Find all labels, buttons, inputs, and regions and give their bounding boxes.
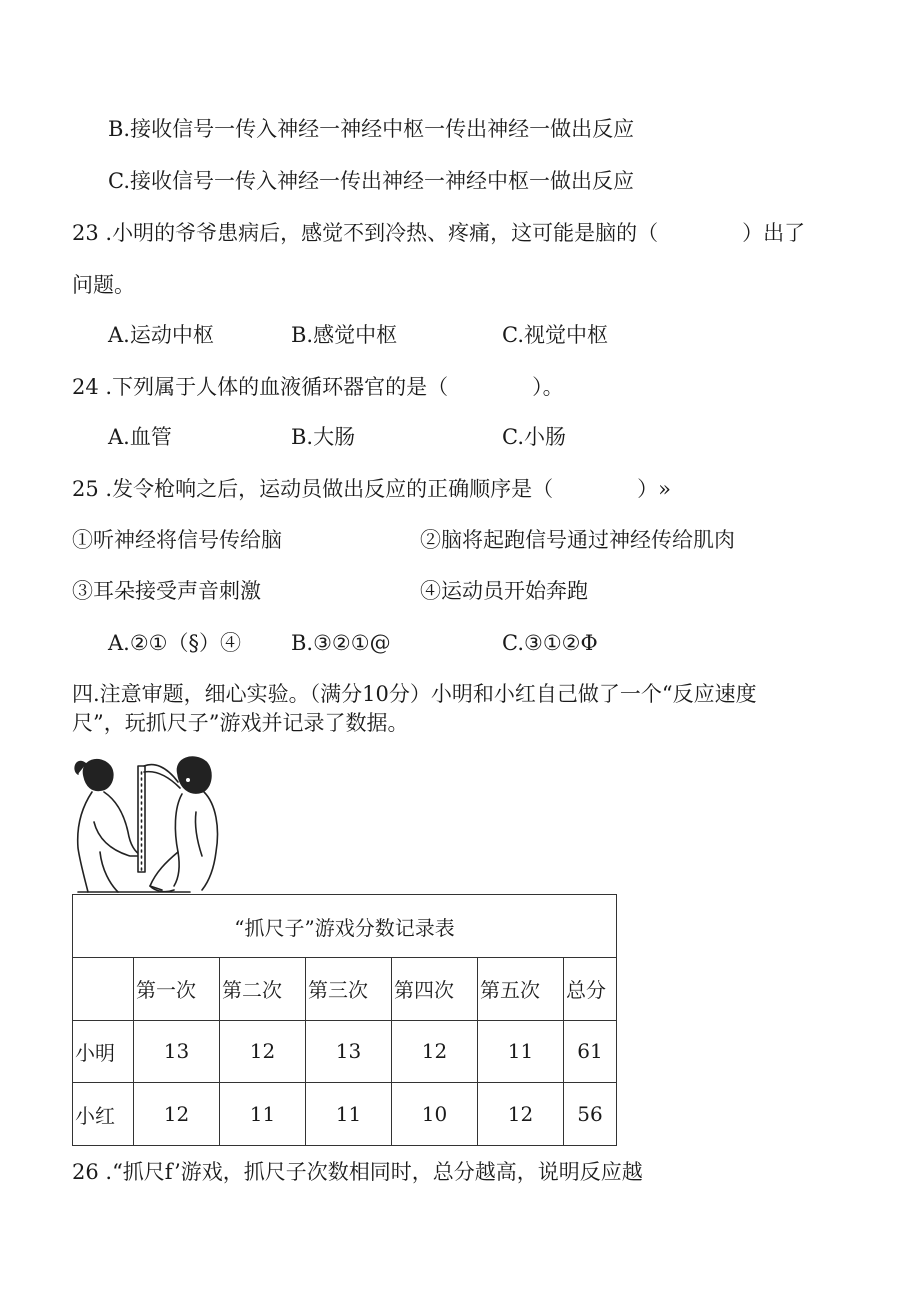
question-23-line1: 23 .小明的爷爷患病后，感觉不到冷热、疼痛，这可能是脑的（ ）出了 [72, 221, 806, 245]
table-header-empty [73, 958, 134, 1021]
table-cell: 61 [564, 1020, 617, 1083]
table-cell: 13 [306, 1020, 392, 1083]
option-b-prev: B.接收信号一传入神经一神经中枢一传出神经一做出反应 [108, 117, 635, 141]
score-record-table [72, 894, 617, 1146]
table-header-cell: 第一次 [134, 958, 220, 1021]
table-row-name: 小红 [73, 1083, 134, 1146]
table-header-cell: 第二次 [220, 958, 306, 1021]
q25-option-c: C.③①②Φ [502, 631, 598, 655]
table-cell: 12 [392, 1020, 478, 1083]
q24-option-b: B.大肠 [291, 425, 356, 449]
table-cell: 12 [478, 1083, 564, 1146]
question-25: 25 .发令枪响之后，运动员做出反应的正确顺序是（ ）» [72, 477, 671, 501]
q25-option-b: B.③②①@ [291, 631, 391, 655]
option-c-prev: C.接收信号一传入神经一传出神经一神经中枢一做出反应 [108, 169, 634, 193]
q25-step-2: ②脑将起跑信号通过神经传给肌肉 [420, 528, 735, 552]
table-cell: 11 [220, 1083, 306, 1146]
q23-option-c: C.视觉中枢 [502, 323, 608, 347]
table-cell: 56 [564, 1083, 617, 1146]
q25-option-a: A.②①（§）④ [108, 631, 241, 655]
table-caption: “抓尺子”游戏分数记录表 [73, 895, 617, 958]
table-cell: 12 [220, 1020, 306, 1083]
table-cell: 12 [134, 1083, 220, 1146]
q25-step-4: ④运动员开始奔跑 [420, 579, 588, 603]
table-row [73, 1083, 617, 1146]
ruler-game-illustration [70, 752, 230, 894]
table-header-cell: 总分 [564, 958, 617, 1021]
table-cell: 11 [478, 1020, 564, 1083]
section-4-heading-line1: 四.注意审题，细心实验。（满分10分）小明和小红自己做了一个“反应速度 [72, 682, 757, 706]
question-23-line2: 问题。 [72, 273, 135, 297]
table-header-cell: 第三次 [306, 958, 392, 1021]
table-header-row [73, 958, 617, 1021]
q24-option-c: C.小肠 [502, 425, 566, 449]
question-26: 26 .“抓尺f’游戏，抓尺子次数相同时，总分越高，说明反应越 [72, 1160, 643, 1184]
q23-option-b: B.感觉中枢 [291, 323, 398, 347]
table-cell: 11 [306, 1083, 392, 1146]
table-header-cell: 第五次 [478, 958, 564, 1021]
section-4-heading-line2: 尺”，玩抓尺子”游戏并记录了数据。 [72, 711, 409, 735]
q25-step-3: ③耳朵接受声音刺激 [72, 579, 261, 603]
table-cell: 10 [392, 1083, 478, 1146]
q24-option-a: A.血管 [108, 425, 172, 449]
q25-step-1: ①听神经将信号传给脑 [72, 528, 282, 552]
table-row-name: 小明 [73, 1020, 134, 1083]
question-24: 24 .下列属于人体的血液循环器官的是（ ）。 [72, 375, 564, 399]
table-header-cell: 第四次 [392, 958, 478, 1021]
table-row [73, 1020, 617, 1083]
table-cell: 13 [134, 1020, 220, 1083]
q23-option-a: A.运动中枢 [108, 323, 214, 347]
